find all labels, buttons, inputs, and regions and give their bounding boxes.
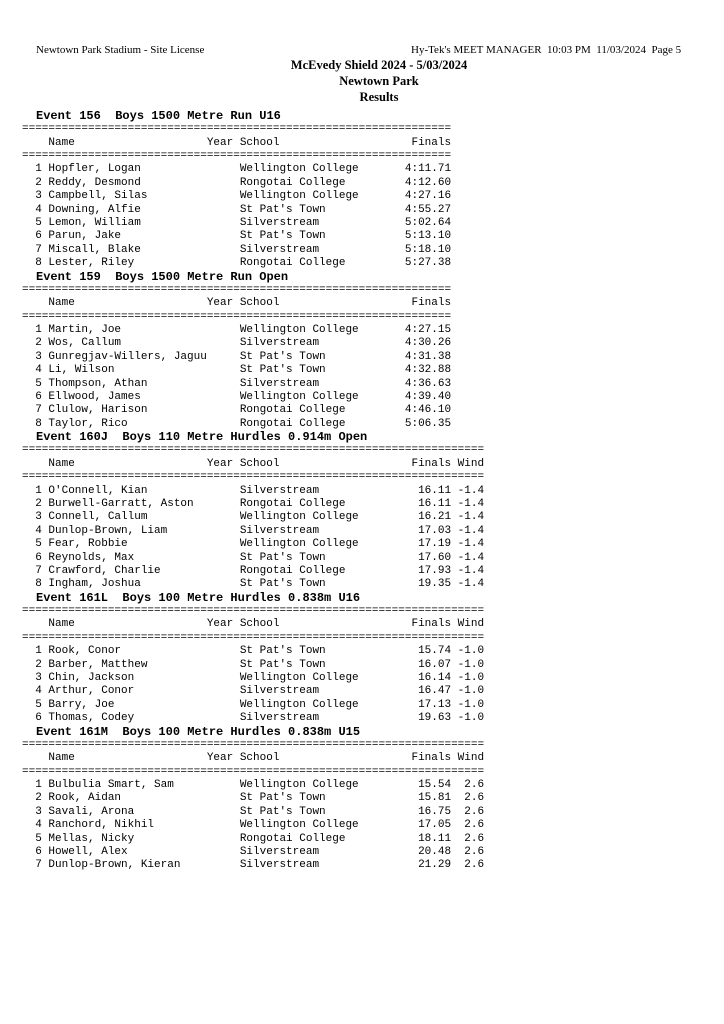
result-row: 4 Li, Wilson St Pat's Town 4:32.88 xyxy=(22,364,452,377)
result-row: 1 Hopfler, Logan Wellington College 4:11.71 xyxy=(22,163,452,176)
result-row: 5 Mellas, Nicky Rongotai College 18.11 2.6 xyxy=(22,832,485,845)
meet-manager-text: Hy-Tek's MEET MANAGER 10:03 PM 11/03/2024 Page 5 xyxy=(411,44,682,56)
result-row: 3 Gunregjav-Willers, Jaguu St Pat's Town 4:31.38 xyxy=(22,350,452,363)
divider: ====================================================================== xyxy=(22,605,485,618)
divider: ================================================================= xyxy=(22,283,452,296)
result-row: 3 Chin, Jackson Wellington College 16.14 -1.0 xyxy=(22,672,485,685)
event-title: Event 161L Boys 100 Metre Hurdles 0.838m U16 xyxy=(36,590,361,605)
divider: ====================================================================== xyxy=(22,471,485,484)
result-row: 4 Arthur, Conor Silverstream 16.47 -1.0 xyxy=(22,685,485,698)
result-row: 2 Wos, Callum Silverstream 4:30.26 xyxy=(22,337,452,350)
event-title: Event 161M Boys 100 Metre Hurdles 0.838m U15 xyxy=(36,724,361,739)
result-row: 3 Connell, Callum Wellington College 16.21 -1.4 xyxy=(22,511,485,524)
result-row: 2 Rook, Aidan St Pat's Town 15.81 2.6 xyxy=(22,792,485,805)
divider: ================================================================= xyxy=(22,150,452,163)
divider: ====================================================================== xyxy=(22,631,485,644)
result-row: 4 Dunlop-Brown, Liam Silverstream 17.03 -1.4 xyxy=(22,524,485,537)
venue-title: Newtown Park xyxy=(339,74,419,88)
result-row: 6 Ellwood, James Wellington College 4:39.40 xyxy=(22,391,452,404)
column-header: Name Year School Finals Wind xyxy=(22,618,485,631)
result-row: 6 Howell, Alex Silverstream 20.48 2.6 xyxy=(22,846,485,859)
result-row: 3 Campbell, Silas Wellington College 4:27.16 xyxy=(22,190,452,203)
event-title: Event 159 Boys 1500 Metre Run Open xyxy=(36,269,289,284)
result-row: 8 Taylor, Rico Rongotai College 5:06.35 xyxy=(22,417,452,430)
result-row: 5 Barry, Joe Wellington College 17.13 -1.0 xyxy=(22,698,485,711)
column-header: Name Year School Finals xyxy=(22,136,452,149)
result-row: 8 Lester, Riley Rongotai College 5:27.38 xyxy=(22,257,452,270)
meet-title: McEvedy Shield 2024 - 5/03/2024 xyxy=(290,58,468,72)
result-row: 6 Reynolds, Max St Pat's Town 17.60 -1.4 xyxy=(22,551,485,564)
result-row: 1 Martin, Joe Wellington College 4:27.15 xyxy=(22,324,452,337)
result-row: 7 Crawford, Charlie Rongotai College 17.93 -1.4 xyxy=(22,565,485,577)
result-row: 1 Bulbulia Smart, Sam Wellington College 15.54 2.6 xyxy=(22,779,485,792)
result-row: 5 Fear, Robbie Wellington College 17.19 -1.4 xyxy=(22,538,485,551)
results-content xyxy=(22,110,484,873)
result-row: 5 Thompson, Athan Silverstream 4:36.63 xyxy=(22,377,452,390)
column-header: Name Year School Finals xyxy=(22,297,452,310)
results-title: Results xyxy=(359,90,399,104)
result-row: 5 Lemon, William Silverstream 5:02.64 xyxy=(22,217,452,230)
result-row: 1 Rook, Conor St Pat's Town 15.74 -1.0 xyxy=(22,645,485,658)
result-row: 1 O'Connell, Kian Silverstream 16.11 -1.4 xyxy=(22,484,485,497)
result-row: 2 Burwell-Garratt, Aston Rongotai College 16.11 -1.4 xyxy=(22,498,485,511)
column-header: Name Year School Finals Wind xyxy=(22,752,485,765)
divider: ================================================================= xyxy=(22,310,452,323)
event-title: Event 160J Boys 110 Metre Hurdles 0.914m Open xyxy=(36,430,368,445)
result-row: 6 Parun, Jake St Pat's Town 5:13.10 xyxy=(22,230,452,243)
divider: ================================================================= xyxy=(22,123,452,136)
event-title: Event 156 Boys 1500 Metre Run U16 xyxy=(36,109,281,123)
result-row: 6 Thomas, Codey Silverstream 19.63 -1.0 xyxy=(22,712,485,725)
column-header: Name Year School Finals Wind xyxy=(22,457,485,470)
result-row: 7 Dunlop-Brown, Kieran Silverstream 21.29 2.6 xyxy=(22,859,485,872)
result-row: 7 Miscall, Blake Silverstream 5:18.10 xyxy=(22,243,452,256)
result-row: 4 Ranchord, Nikhil Wellington College 17.05 2.6 xyxy=(22,819,485,832)
divider: ====================================================================== xyxy=(22,444,485,457)
divider: ====================================================================== xyxy=(22,738,485,751)
result-row: 2 Barber, Matthew St Pat's Town 16.07 -1.0 xyxy=(22,658,485,671)
result-row: 4 Downing, Alfie St Pat's Town 4:55.27 xyxy=(22,203,452,216)
result-row: 2 Reddy, Desmond Rongotai College 4:12.60 xyxy=(22,176,452,189)
result-row: 3 Savali, Arona St Pat's Town 16.75 2.6 xyxy=(22,805,485,818)
site-license-text: Newtown Park Stadium - Site License xyxy=(36,44,205,56)
result-row: 7 Clulow, Harison Rongotai College 4:46.10 xyxy=(22,404,452,417)
divider: ====================================================================== xyxy=(22,765,485,778)
result-row: 8 Ingham, Joshua St Pat's Town 19.35 -1.4 xyxy=(22,578,485,591)
